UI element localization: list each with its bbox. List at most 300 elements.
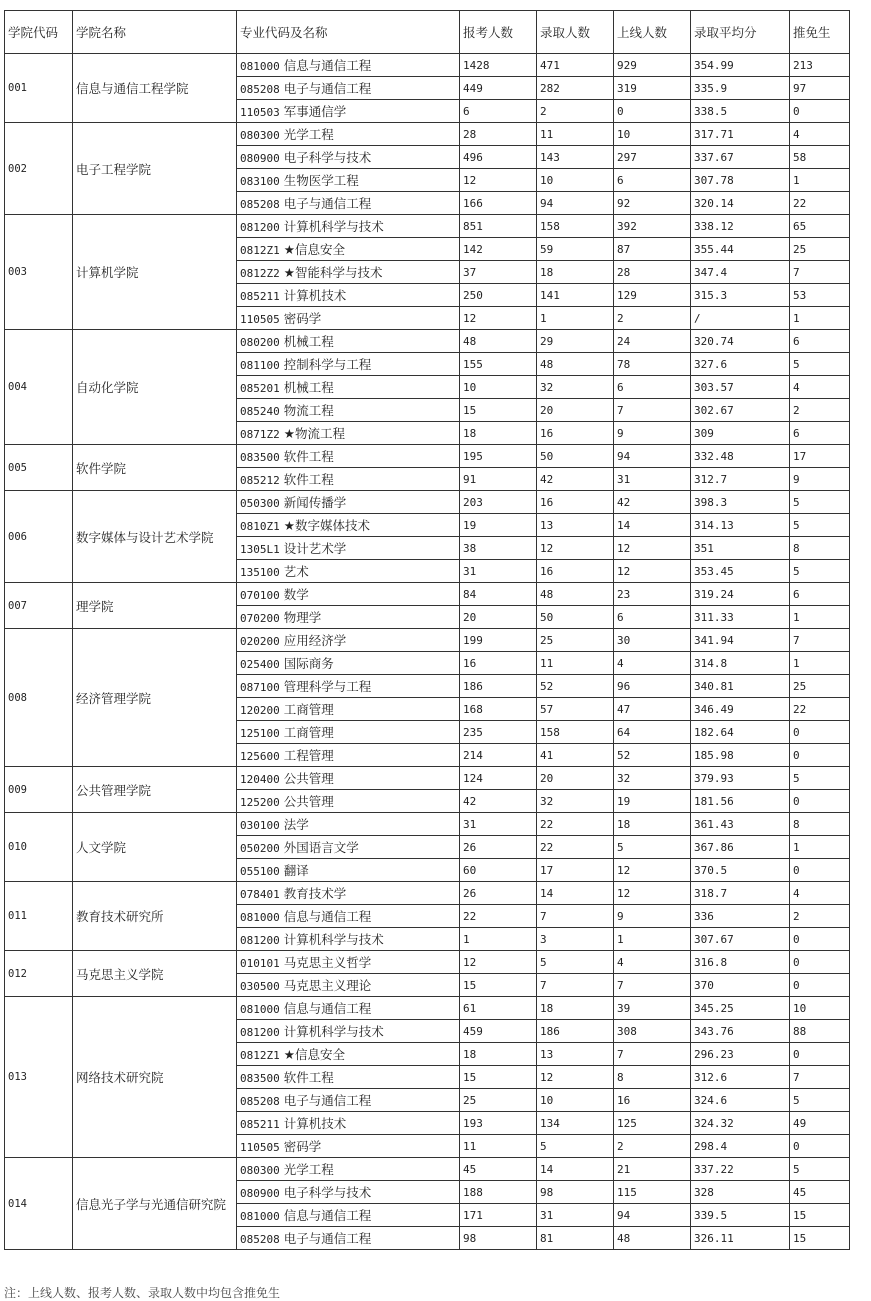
applicants-count: 171: [460, 1204, 537, 1227]
avg-score: 326.11: [691, 1227, 790, 1250]
applicants-count: 12: [460, 307, 537, 330]
table-row: [5, 54, 850, 77]
admitted-count: 31: [537, 1204, 614, 1227]
major-name: 电子与通信工程: [283, 1231, 372, 1246]
exempt-count: 22: [790, 192, 850, 215]
major-code: 081200: [240, 934, 280, 947]
avg-score: 338.12: [691, 215, 790, 238]
major-cell: [237, 537, 460, 560]
exempt-count: 22: [790, 698, 850, 721]
admitted-count: 14: [537, 882, 614, 905]
passed-count: 125: [614, 1112, 691, 1135]
major-code: 085208: [240, 198, 280, 211]
admitted-count: 10: [537, 1089, 614, 1112]
major-code: 070200: [240, 612, 280, 625]
major-cell: [237, 652, 460, 675]
table-row: [5, 767, 850, 790]
exempt-count: 1: [790, 652, 850, 675]
admitted-count: 57: [537, 698, 614, 721]
major-code: 070100: [240, 589, 280, 602]
admitted-count: 5: [537, 1135, 614, 1158]
avg-score: 370.5: [691, 859, 790, 882]
exempt-count: 5: [790, 1158, 850, 1181]
major-code: 081100: [240, 359, 280, 372]
college-name: 理学院: [73, 583, 237, 629]
major-name: 公共管理: [283, 794, 334, 809]
exempt-count: 2: [790, 905, 850, 928]
major-cell: [237, 445, 460, 468]
footnote: 注：上线人数、报考人数、录取人数中均包含推免生: [4, 1286, 281, 1300]
avg-score: 351: [691, 537, 790, 560]
applicants-count: 15: [460, 974, 537, 997]
avg-score: 367.86: [691, 836, 790, 859]
avg-score: 354.99: [691, 54, 790, 77]
avg-score: 312.6: [691, 1066, 790, 1089]
exempt-count: 5: [790, 767, 850, 790]
avg-score: 307.67: [691, 928, 790, 951]
table-row: [5, 1158, 850, 1181]
passed-count: 12: [614, 882, 691, 905]
major-code: 1305L1: [240, 543, 280, 556]
major-name: 信息与通信工程: [283, 909, 372, 924]
avg-score: 314.13: [691, 514, 790, 537]
major-name: 应用经济学: [283, 633, 347, 648]
applicants-count: 214: [460, 744, 537, 767]
exempt-count: 6: [790, 330, 850, 353]
applicants-count: 31: [460, 560, 537, 583]
exempt-count: 4: [790, 123, 850, 146]
major-cell: [237, 307, 460, 330]
college-name: 网络技术研究院: [73, 997, 237, 1158]
major-code: 0871Z2: [240, 428, 280, 441]
major-name: 数学: [283, 587, 309, 602]
applicants-count: 235: [460, 721, 537, 744]
exempt-count: 7: [790, 629, 850, 652]
passed-count: 929: [614, 54, 691, 77]
college-code: 014: [5, 1158, 73, 1250]
applicants-count: 25: [460, 1089, 537, 1112]
major-name: 马克思主义哲学: [283, 955, 372, 970]
major-name: 公共管理: [283, 771, 334, 786]
applicants-count: 20: [460, 606, 537, 629]
table-row: [5, 491, 850, 514]
admitted-count: 18: [537, 261, 614, 284]
applicants-count: 15: [460, 399, 537, 422]
admitted-count: 32: [537, 790, 614, 813]
major-name: ★数字媒体技术: [283, 518, 370, 533]
exempt-count: 15: [790, 1204, 850, 1227]
header-applicants: 报考人数: [460, 11, 537, 54]
applicants-count: 42: [460, 790, 537, 813]
applicants-count: 98: [460, 1227, 537, 1250]
major-cell: [237, 905, 460, 928]
applicants-count: 15: [460, 1066, 537, 1089]
admissions-table: [4, 10, 850, 1250]
major-name: 信息与通信工程: [283, 1208, 372, 1223]
major-name: 国际商务: [283, 656, 334, 671]
major-code: 080300: [240, 129, 280, 142]
avg-score: 316.8: [691, 951, 790, 974]
admitted-count: 12: [537, 537, 614, 560]
major-code: 078401: [240, 888, 280, 901]
major-cell: [237, 790, 460, 813]
exempt-count: 0: [790, 859, 850, 882]
major-cell: [237, 261, 460, 284]
passed-count: 23: [614, 583, 691, 606]
college-name: 公共管理学院: [73, 767, 237, 813]
exempt-count: 5: [790, 514, 850, 537]
exempt-count: 0: [790, 721, 850, 744]
applicants-count: 155: [460, 353, 537, 376]
major-name: 电子科学与技术: [283, 150, 372, 165]
major-code: 085212: [240, 474, 280, 487]
passed-count: 39: [614, 997, 691, 1020]
passed-count: 47: [614, 698, 691, 721]
major-name: 信息与通信工程: [283, 58, 372, 73]
admitted-count: 12: [537, 1066, 614, 1089]
avg-score: 324.32: [691, 1112, 790, 1135]
passed-count: 78: [614, 353, 691, 376]
major-cell: [237, 169, 460, 192]
admitted-count: 158: [537, 215, 614, 238]
applicants-count: 1: [460, 928, 537, 951]
admitted-count: 5: [537, 951, 614, 974]
major-cell: [237, 491, 460, 514]
admitted-count: 16: [537, 560, 614, 583]
passed-count: 31: [614, 468, 691, 491]
avg-score: 182.64: [691, 721, 790, 744]
major-name: 物理学: [283, 610, 322, 625]
applicants-count: 203: [460, 491, 537, 514]
exempt-count: 1: [790, 836, 850, 859]
major-name: 设计艺术学: [283, 541, 347, 556]
major-code: 110505: [240, 1141, 280, 1154]
major-name: 工商管理: [283, 725, 334, 740]
major-name: 教育技术学: [283, 886, 347, 901]
passed-count: 2: [614, 1135, 691, 1158]
major-code: 120400: [240, 773, 280, 786]
passed-count: 24: [614, 330, 691, 353]
applicants-count: 186: [460, 675, 537, 698]
exempt-count: 1: [790, 169, 850, 192]
avg-score: 303.57: [691, 376, 790, 399]
major-name: 艺术: [283, 564, 309, 579]
exempt-count: 5: [790, 1089, 850, 1112]
major-code: 0812Z2: [240, 267, 280, 280]
passed-count: 392: [614, 215, 691, 238]
exempt-count: 17: [790, 445, 850, 468]
applicants-count: 1428: [460, 54, 537, 77]
major-code: 083100: [240, 175, 280, 188]
college-code: 010: [5, 813, 73, 882]
header-major: 专业代码及名称: [237, 11, 460, 54]
admitted-count: 2: [537, 100, 614, 123]
major-code: 050200: [240, 842, 280, 855]
applicants-count: 18: [460, 422, 537, 445]
exempt-count: 9: [790, 468, 850, 491]
college-code: 003: [5, 215, 73, 330]
avg-score: 340.81: [691, 675, 790, 698]
admitted-count: 59: [537, 238, 614, 261]
table-row: [5, 997, 850, 1020]
major-cell: [237, 560, 460, 583]
major-cell: [237, 859, 460, 882]
avg-score: 302.67: [691, 399, 790, 422]
major-cell: [237, 1227, 460, 1250]
passed-count: 319: [614, 77, 691, 100]
table-row: [5, 882, 850, 905]
major-cell: [237, 399, 460, 422]
exempt-count: 4: [790, 376, 850, 399]
passed-count: 12: [614, 859, 691, 882]
passed-count: 6: [614, 606, 691, 629]
exempt-count: 25: [790, 675, 850, 698]
exempt-count: 7: [790, 261, 850, 284]
major-code: 081000: [240, 1210, 280, 1223]
admitted-count: 29: [537, 330, 614, 353]
major-code: 025400: [240, 658, 280, 671]
exempt-count: 6: [790, 583, 850, 606]
passed-count: 5: [614, 836, 691, 859]
passed-count: 129: [614, 284, 691, 307]
header-college-name: 学院名称: [73, 11, 237, 54]
major-name: ★信息安全: [283, 242, 345, 257]
college-name: 教育技术研究所: [73, 882, 237, 951]
major-name: 工商管理: [283, 702, 334, 717]
admitted-count: 50: [537, 606, 614, 629]
avg-score: 341.94: [691, 629, 790, 652]
major-cell: [237, 192, 460, 215]
major-code: 083500: [240, 1072, 280, 1085]
admitted-count: 94: [537, 192, 614, 215]
exempt-count: 4: [790, 882, 850, 905]
exempt-count: 2: [790, 399, 850, 422]
passed-count: 19: [614, 790, 691, 813]
avg-score: 337.67: [691, 146, 790, 169]
avg-score: 379.93: [691, 767, 790, 790]
applicants-count: 22: [460, 905, 537, 928]
major-code: 010101: [240, 957, 280, 970]
table-row: [5, 445, 850, 468]
avg-score: 317.71: [691, 123, 790, 146]
major-cell: [237, 836, 460, 859]
college-name: 人文学院: [73, 813, 237, 882]
major-name: 机械工程: [283, 334, 334, 349]
table-row: [5, 629, 850, 652]
avg-score: 336: [691, 905, 790, 928]
major-code: 0810Z1: [240, 520, 280, 533]
major-cell: [237, 698, 460, 721]
major-cell: [237, 882, 460, 905]
applicants-count: 26: [460, 882, 537, 905]
passed-count: 2: [614, 307, 691, 330]
table-row: [5, 123, 850, 146]
college-code: 006: [5, 491, 73, 583]
applicants-count: 12: [460, 169, 537, 192]
admitted-count: 25: [537, 629, 614, 652]
admitted-count: 20: [537, 767, 614, 790]
college-name: 计算机学院: [73, 215, 237, 330]
major-code: 085240: [240, 405, 280, 418]
college-code: 012: [5, 951, 73, 997]
passed-count: 42: [614, 491, 691, 514]
passed-count: 7: [614, 974, 691, 997]
major-cell: [237, 744, 460, 767]
avg-score: 335.9: [691, 77, 790, 100]
applicants-count: 48: [460, 330, 537, 353]
college-code: 013: [5, 997, 73, 1158]
admitted-count: 134: [537, 1112, 614, 1135]
major-cell: [237, 675, 460, 698]
admitted-count: 16: [537, 491, 614, 514]
major-cell: [237, 284, 460, 307]
table-body: [5, 54, 850, 1250]
major-cell: [237, 1043, 460, 1066]
exempt-count: 8: [790, 813, 850, 836]
major-name: 密码学: [283, 311, 322, 326]
admitted-count: 141: [537, 284, 614, 307]
passed-count: 16: [614, 1089, 691, 1112]
applicants-count: 142: [460, 238, 537, 261]
applicants-count: 38: [460, 537, 537, 560]
applicants-count: 11: [460, 1135, 537, 1158]
exempt-count: 58: [790, 146, 850, 169]
major-cell: [237, 77, 460, 100]
applicants-count: 84: [460, 583, 537, 606]
major-name: 物流工程: [283, 403, 334, 418]
college-code: 008: [5, 629, 73, 767]
major-cell: [237, 1066, 460, 1089]
major-name: 计算机技术: [283, 1116, 347, 1131]
applicants-count: 26: [460, 836, 537, 859]
applicants-count: 61: [460, 997, 537, 1020]
exempt-count: 0: [790, 974, 850, 997]
college-name: 自动化学院: [73, 330, 237, 445]
passed-count: 12: [614, 560, 691, 583]
major-code: 085211: [240, 1118, 280, 1131]
exempt-count: 15: [790, 1227, 850, 1250]
major-cell: [237, 951, 460, 974]
major-code: 085208: [240, 1233, 280, 1246]
applicants-count: 60: [460, 859, 537, 882]
passed-count: 8: [614, 1066, 691, 1089]
avg-score: 338.5: [691, 100, 790, 123]
college-code: 009: [5, 767, 73, 813]
major-name: 电子与通信工程: [283, 81, 372, 96]
major-name: 计算机科学与技术: [283, 219, 384, 234]
major-code: 081000: [240, 60, 280, 73]
major-code: 081000: [240, 911, 280, 924]
table-row: [5, 330, 850, 353]
admitted-count: 13: [537, 514, 614, 537]
passed-count: 12: [614, 537, 691, 560]
admitted-count: 7: [537, 974, 614, 997]
passed-count: 9: [614, 905, 691, 928]
passed-count: 10: [614, 123, 691, 146]
exempt-count: 0: [790, 790, 850, 813]
major-name: 光学工程: [283, 127, 334, 142]
exempt-count: 5: [790, 491, 850, 514]
major-cell: [237, 813, 460, 836]
exempt-count: 5: [790, 560, 850, 583]
major-cell: [237, 54, 460, 77]
admitted-count: 10: [537, 169, 614, 192]
major-cell: [237, 514, 460, 537]
header-row: [5, 11, 850, 54]
applicants-count: 124: [460, 767, 537, 790]
exempt-count: 49: [790, 1112, 850, 1135]
passed-count: 115: [614, 1181, 691, 1204]
avg-score: 315.3: [691, 284, 790, 307]
college-code: 004: [5, 330, 73, 445]
major-name: 信息与通信工程: [283, 1001, 372, 1016]
passed-count: 52: [614, 744, 691, 767]
table-row: [5, 951, 850, 974]
avg-score: 332.48: [691, 445, 790, 468]
applicants-count: 199: [460, 629, 537, 652]
passed-count: 1: [614, 928, 691, 951]
avg-score: 355.44: [691, 238, 790, 261]
college-code: 001: [5, 54, 73, 123]
admitted-count: 7: [537, 905, 614, 928]
avg-score: 296.23: [691, 1043, 790, 1066]
avg-score: 347.4: [691, 261, 790, 284]
avg-score: 185.98: [691, 744, 790, 767]
major-code: 125600: [240, 750, 280, 763]
applicants-count: 16: [460, 652, 537, 675]
passed-count: 94: [614, 1204, 691, 1227]
major-name: 生物医学工程: [283, 173, 359, 188]
major-code: 083500: [240, 451, 280, 464]
passed-count: 96: [614, 675, 691, 698]
header-exempt: 推免生: [790, 11, 850, 54]
major-name: 工程管理: [283, 748, 334, 763]
major-code: 087100: [240, 681, 280, 694]
applicants-count: 18: [460, 1043, 537, 1066]
major-code: 120200: [240, 704, 280, 717]
applicants-count: 12: [460, 951, 537, 974]
avg-score: 398.3: [691, 491, 790, 514]
major-code: 081200: [240, 1026, 280, 1039]
exempt-count: 1: [790, 606, 850, 629]
exempt-count: 0: [790, 1135, 850, 1158]
major-code: 030100: [240, 819, 280, 832]
college-name: 马克思主义学院: [73, 951, 237, 997]
admitted-count: 18: [537, 997, 614, 1020]
major-code: 030500: [240, 980, 280, 993]
applicants-count: 193: [460, 1112, 537, 1135]
major-code: 085208: [240, 1095, 280, 1108]
college-name: 电子工程学院: [73, 123, 237, 215]
avg-score: 311.33: [691, 606, 790, 629]
major-name: 新闻传播学: [283, 495, 347, 510]
major-cell: [237, 1158, 460, 1181]
passed-count: 94: [614, 445, 691, 468]
major-name: ★智能科学与技术: [283, 265, 383, 280]
avg-score: 309: [691, 422, 790, 445]
major-cell: [237, 997, 460, 1020]
admitted-count: 81: [537, 1227, 614, 1250]
major-cell: [237, 100, 460, 123]
admitted-count: 11: [537, 652, 614, 675]
college-code: 002: [5, 123, 73, 215]
exempt-count: 65: [790, 215, 850, 238]
major-cell: [237, 468, 460, 491]
exempt-count: 0: [790, 744, 850, 767]
exempt-count: 97: [790, 77, 850, 100]
major-cell: [237, 1181, 460, 1204]
header-college-code: 学院代码: [5, 11, 73, 54]
